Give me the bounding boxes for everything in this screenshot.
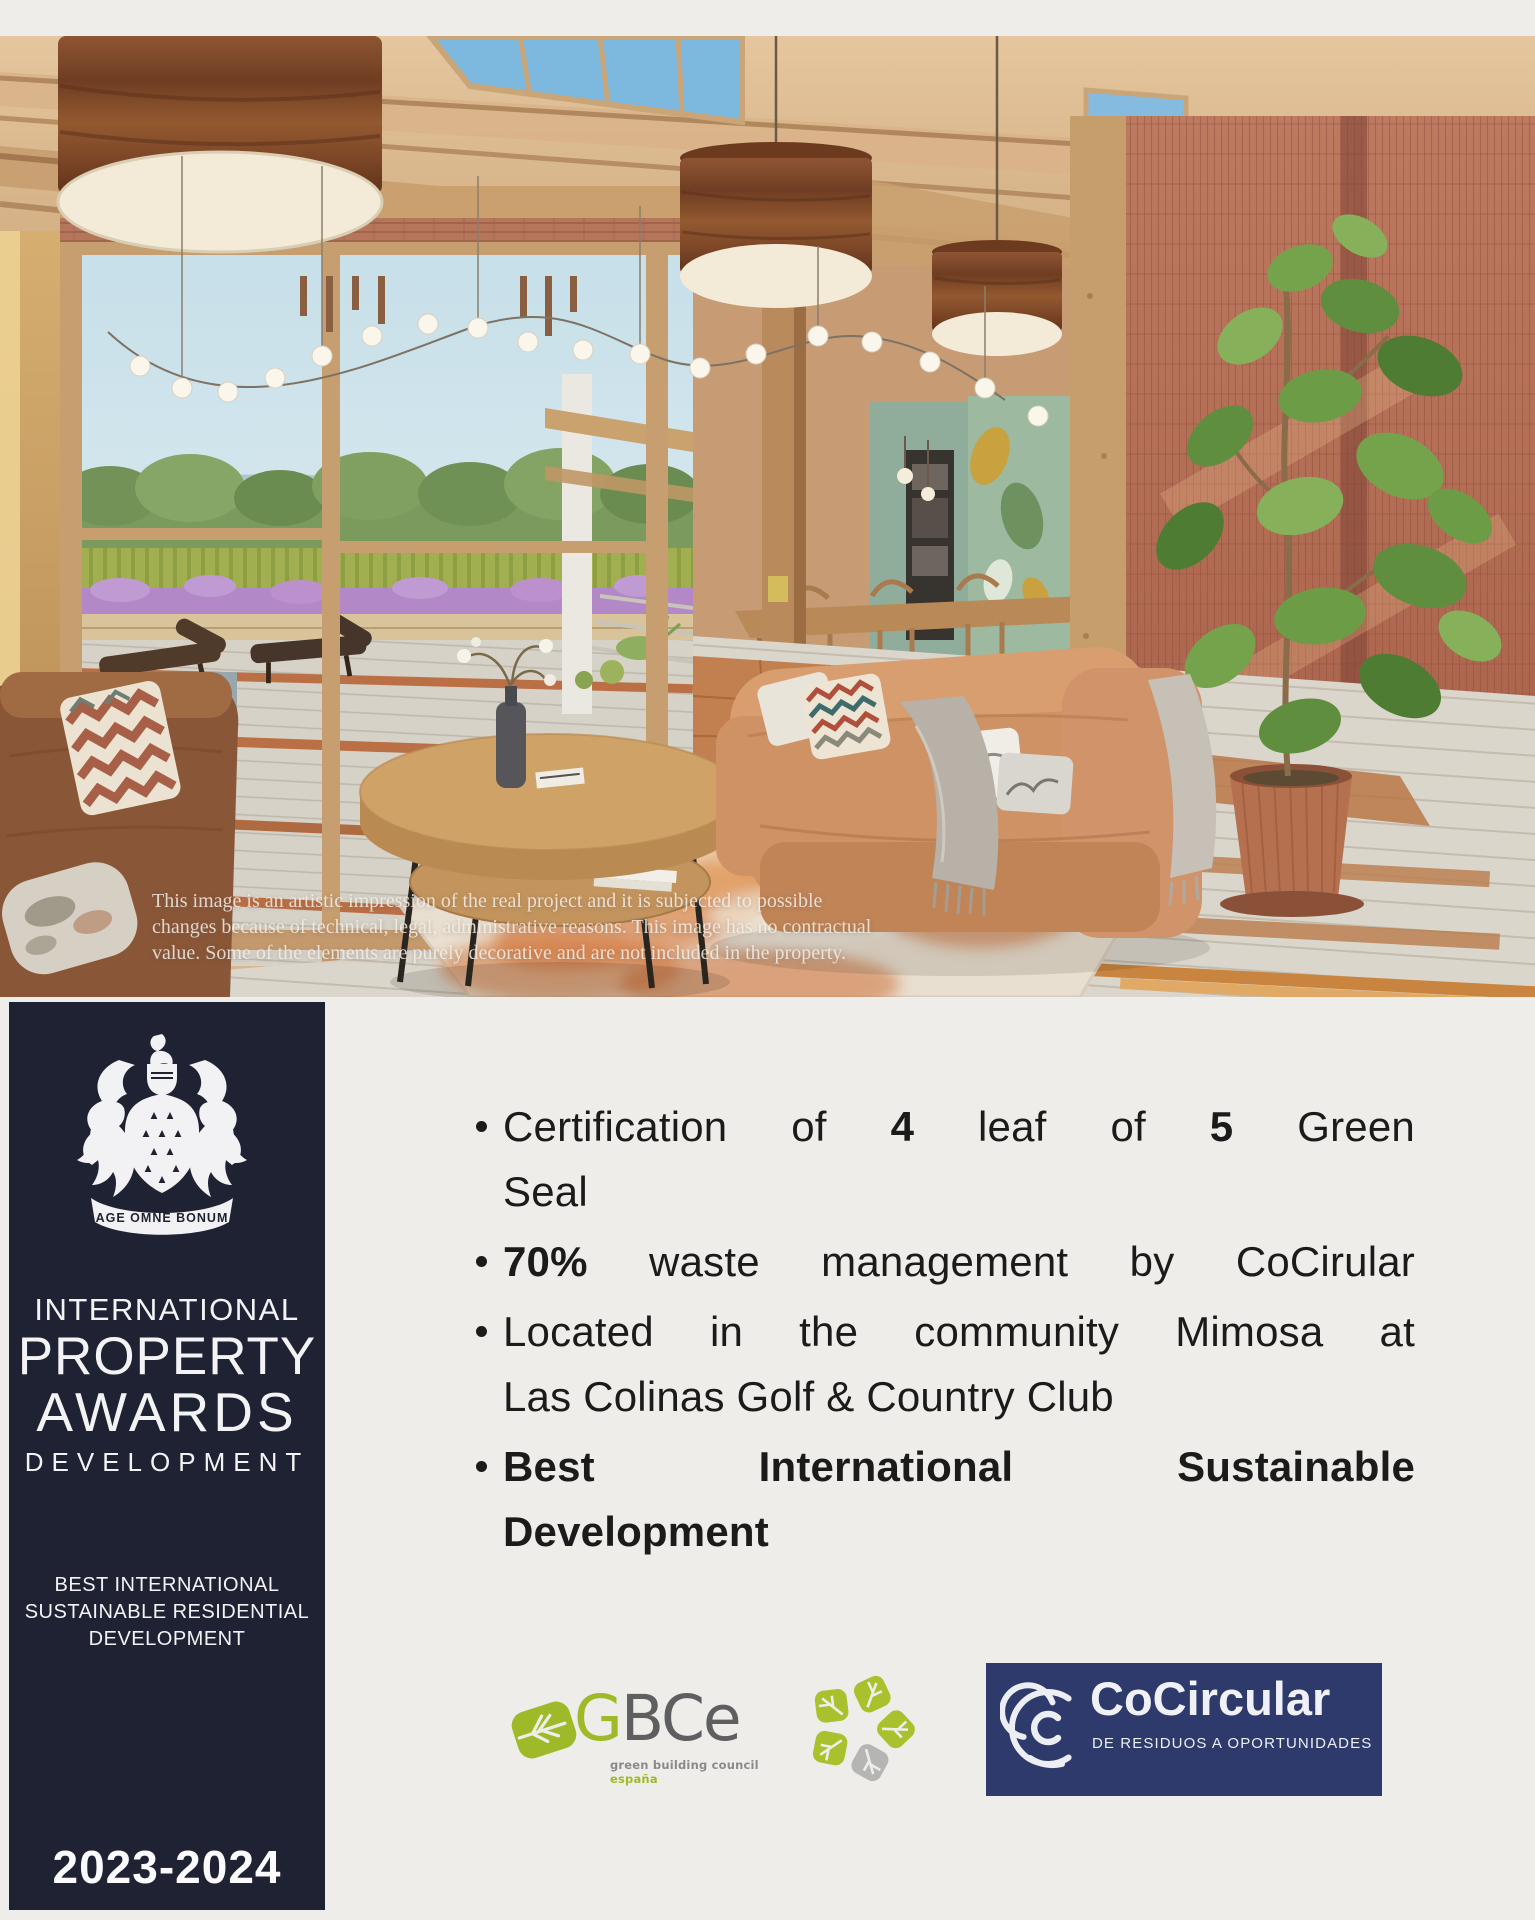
- cocircular-wordmark: CoCircular: [1090, 1672, 1331, 1725]
- crest-motto: AGE OMNE BONUM: [95, 1211, 229, 1225]
- gbce-tagline-gray: green building council: [610, 1758, 759, 1772]
- cocircular-logo: [986, 1663, 1382, 1796]
- bullet-item: [470, 1299, 1415, 1429]
- bullet-dot-icon: [476, 1256, 487, 1267]
- pendant-lamp-small: [932, 240, 1062, 356]
- bullet-line: Las Colinas Golf & Country Club: [503, 1373, 1114, 1420]
- image-disclaimer: [152, 888, 1052, 966]
- bullet-line: Located in the community Mimosa at: [503, 1308, 1415, 1355]
- award-years: 2023-2024: [52, 1841, 282, 1893]
- gbce-letters-bce: BCe: [620, 1682, 740, 1755]
- bullet-dot-icon: [476, 1326, 487, 1337]
- text-line: BEST INTERNATIONAL: [54, 1574, 280, 1596]
- heraldic-crest-icon: [59, 1032, 265, 1252]
- circular-arcs-icon: [1000, 1680, 1096, 1776]
- living-room-illustration: [0, 36, 1535, 997]
- award-category: [9, 1572, 325, 1653]
- bullet-item: [470, 1094, 1415, 1224]
- gbce-leaf-icon: [508, 1698, 580, 1762]
- gbce-letter-g: G: [574, 1682, 621, 1755]
- pendant-lamp-large: [58, 36, 382, 252]
- bullet-line: 70% waste management by CoCirular: [503, 1238, 1415, 1285]
- text-line: value. Some of the elements are purely decorative and are not included in the property.: [152, 942, 846, 964]
- bullet-line: Development: [503, 1508, 769, 1555]
- ipa-line-development: DEVELOPMENT: [24, 1446, 310, 1477]
- gbce-tagline-green: españa: [610, 1772, 658, 1786]
- text-line: DEVELOPMENT: [88, 1628, 246, 1650]
- bullet-dot-icon: [476, 1461, 487, 1472]
- bullet-item: [470, 1434, 1415, 1564]
- gbce-wordmark: [574, 1682, 740, 1755]
- ipa-line-property: PROPERTY: [17, 1327, 317, 1387]
- text-line: SUSTAINABLE RESIDENTIAL: [24, 1601, 310, 1623]
- bullet-dot-icon: [476, 1121, 487, 1132]
- feature-bullet-list: [470, 1094, 1415, 1569]
- gbce-tagline: [610, 1758, 768, 1786]
- pendant-lamp-mid: [680, 142, 872, 308]
- living-room-render: [0, 36, 1535, 997]
- ipa-wordmark: [9, 1294, 325, 1476]
- bullet-line: Certification of 4 leaf of 5 Green: [503, 1103, 1415, 1150]
- ipa-line-awards: AWARDS: [36, 1381, 298, 1444]
- text-line: This image is an artistic impression of the real project and it is subjected to possible: [152, 890, 823, 912]
- bullet-item: [470, 1229, 1415, 1294]
- ipa-line-international: INTERNATIONAL: [34, 1292, 300, 1327]
- bullet-line: Best International Sustainable: [503, 1443, 1415, 1490]
- text-line: changes because of technical, legal, administrative reasons. This image has no contractual: [152, 916, 872, 938]
- cocircular-tagline: DE RESIDUOS A OPORTUNIDADES: [1092, 1735, 1373, 1752]
- gbce-logo: [508, 1682, 768, 1786]
- five-leaf-pinwheel-icon: [798, 1666, 922, 1790]
- award-panel: [9, 1002, 325, 1910]
- bullet-line: Seal: [503, 1168, 588, 1215]
